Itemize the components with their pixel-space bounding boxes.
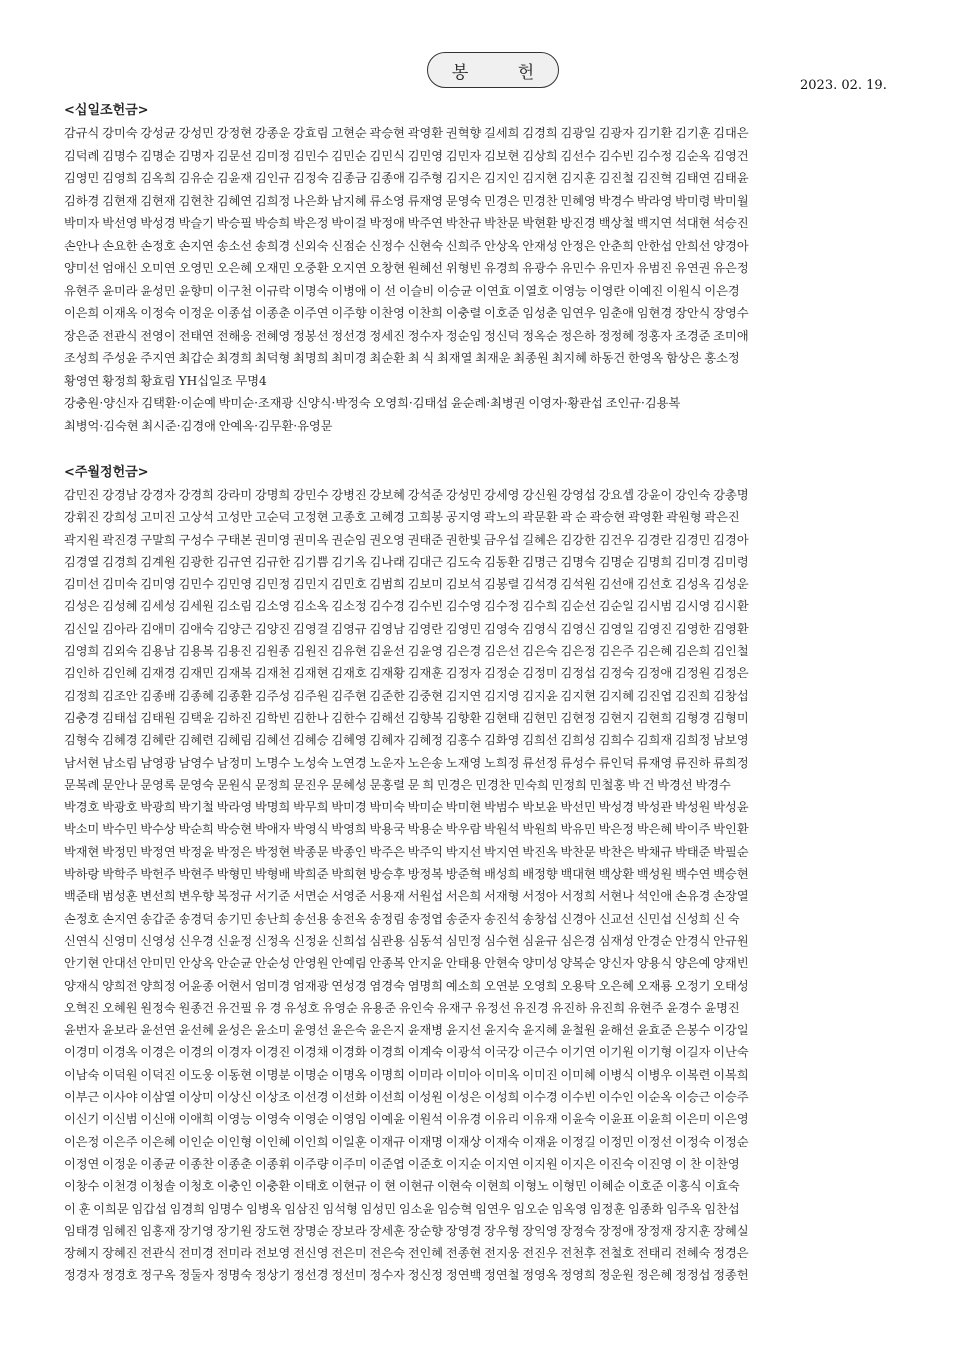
name-row: 신연식 신영미 신영성 신우경 신윤정 신정옥 신정윤 신희섭 심관용 심동석 심민정 심수현 심윤규 심은경 심재성 안경순 안경식 안규원: [64, 933, 749, 948]
name-row: 김신일 김아라 김애미 김애숙 김양근 김양진 김영걸 김영규 김영남 김영란 김영민 김영숙 김영식 김영신 김영일 김영진 김영한 김영환: [64, 621, 749, 636]
name-row: 오혁진 오혜원 원정숙 원종건 유건필 유 경 유성호 유영순 유용준 유인숙 유재구 유정선 유진경 유진하 유진희 유현주 윤경수 윤명진: [64, 1000, 740, 1015]
name-row: 손정호 손지연 송갑준 송경덕 송기민 송난희 송선용 송전옥 송정림 송정엽 송준자 송진석 송창섭 신경아 신교선 신민섭 신성희 신 숙: [64, 911, 740, 926]
name-row: 조성희 주성윤 주지연 최갑순 최경희 최덕형 최명희 최미경 최순환 최 식 최재열 최재운 최종원 최지혜 하동건 한영옥 함상은 홍소정: [64, 351, 740, 365]
name-row: 이신기 이신범 이신애 이애희 이영능 이영숙 이영순 이영임 이예윤 이원석 이유경 이유리 이유재 이윤숙 이윤표 이윤희 이은미 이은영: [64, 1112, 749, 1127]
name-row: 김하경 김현재 김현재 김현찬 김혜연 김희정 나은화 남지혜 류소영 류재영 문영숙 민경은 민경찬 민혜영 박경수 박라영 박미령 박미월: [64, 193, 749, 208]
name-row: 장혜지 장혜진 전관식 전미경 전미라 전보영 전신영 전은미 전은숙 전인혜 전종현 전지웅 전진우 전천후 전철호 전태리 전혜숙 정경은: [64, 1246, 749, 1261]
name-row: 유현주 윤미라 윤성민 윤향미 이구천 이규락 이명숙 이병애 이 선 이슬비 이승균 이연효 이열호 이영능 이영란 이예진 이원식 이은경: [64, 283, 740, 298]
name-row: 이부근 이사야 이삼열 이상미 이상신 이상조 이선경 이선화 이선희 이성원 이성은 이성희 이수경 이수빈 이수인 이순옥 이승근 이승주: [64, 1090, 749, 1105]
page-title: 봉 헌: [427, 52, 559, 88]
name-row: 김성은 김성혜 김세성 김세원 김소림 김소영 김소옥 김소정 김수경 김수빈 김수영 김수정 김수희 김순선 김순일 김시범 김시영 김시환: [64, 599, 749, 614]
name-row: 감민진 강경남 강경자 강경희 강라미 강명희 강민수 강병진 강보혜 강석준 강성민 강세영 강신원 강영섭 강요셉 강윤이 강인숙 강총명: [64, 488, 749, 502]
date-label: 2023. 02. 19.: [800, 78, 887, 93]
name-row: 양미선 엄애신 오미연 오영민 오은혜 오재민 오중환 오지연 오창현 원혜선 위형빈 유경희 유광수 유민수 유민자 유범진 유연권 유은정: [64, 261, 749, 275]
name-row: 손안나 손요한 손정호 손지연 송소선 송희경 신외숙 신점순 신정수 신현숙 신희주 안상옥 안재성 안정은 안춘희 안한섭 안희선 양경아: [64, 238, 749, 253]
name-row: 박미자 박선영 박성경 박슬기 박승필 박승희 박은정 박이걸 박정애 박주연 박찬규 박찬문 박현환 방진경 백상철 백지연 석대현 석승진: [64, 216, 749, 230]
name-row: 김정희 김조안 김종배 김종혜 김종환 김주성 김주원 김주현 김준한 김중현 김지연 김지영 김지윤 김지현 김지혜 김진엽 김진희 김창섭: [64, 688, 749, 703]
name-row: 박경호 박광호 박광희 박기철 박라영 박명희 박무희 박미경 박미숙 박미순 박미현 박범수 박보윤 박선민 박성경 박성관 박성원 박성윤: [64, 800, 749, 815]
name-row: 문복례 문안나 문영록 문영숙 문원식 문정희 문진우 문혜성 문홍렬 문 희 민경은 민경찬 민숙희 민정희 민철홍 박 건 박경선 박경수: [64, 777, 731, 792]
name-row: 박하랑 박학주 박헌주 박현주 박형민 박형배 박희준 박희현 방승후 방정복 방준혁 배성희 배정향 백대현 백상환 백성원 백수연 백승현: [64, 867, 749, 882]
name-row: 김미선 김미숙 김미영 김민수 김민영 김민정 김민지 김민호 김범희 김보미 김보석 김봉렬 김석경 김석원 김선애 김선호 김성옥 김성운: [64, 577, 749, 592]
name-row: 김충경 김태섭 김태원 김택윤 김하진 김학빈 김한나 김한수 김해선 김향복 김향환 김현태 김현민 김현정 김현지 김현희 김형경 김형미: [64, 710, 749, 725]
weekly-offering-section: [64, 464, 909, 1287]
name-row: 박재현 박정민 박정연 박정윤 박정은 박정현 박종문 박종인 박주은 박주익 박지선 박지연 박진옥 박찬문 박찬은 박채규 박태준 박필순: [64, 844, 749, 859]
name-row: 이은정 이은주 이은혜 이인순 이인형 이인혜 이인희 이일훈 이재규 이재명 이재상 이재숙 이재윤 이정길 이정민 이정선 이정숙 이정순: [64, 1134, 749, 1149]
name-row: 김형숙 김혜경 김혜란 김혜련 김혜림 김혜선 김혜승 김혜영 김혜자 김혜정 김홍수 김화영 김희선 김희성 김희수 김희재 김희정 남보영: [64, 733, 749, 748]
name-row: 백준태 범성훈 변선희 변우향 복정규 서기준 서면순 서영준 서용재 서원섭 서은희 서재형 서정아 서정희 서현나 석인애 손유경 손장열: [64, 889, 749, 904]
name-row: 윤번자 윤보라 윤선연 윤선혜 윤성은 윤소미 윤영선 윤은숙 윤은지 윤재병 윤지선 윤지숙 윤지혜 윤철원 윤해선 윤효준 은봉수 이강일: [64, 1023, 749, 1038]
name-row: 김영희 김외숙 김용남 김용복 김용진 김원종 김원진 김유현 김윤선 김윤영 김은경 김은선 김은숙 김은정 김은주 김은혜 김은희 김인철: [64, 644, 749, 659]
tithe-section: [64, 102, 909, 437]
name-row: 이창수 이천경 이청솔 이청호 이충인 이충환 이태호 이현규 이 현 이현규 이현숙 이현희 이형노 이형민 이혜순 이호준 이홍식 이효숙: [64, 1179, 740, 1194]
name-row: 안기현 안대선 안미민 안상옥 안순균 안순성 안영원 안예림 안종복 안지윤 안태용 안현숙 양미성 양복순 양신자 양용식 양은예 양재빈: [64, 956, 749, 971]
name-row: 곽지원 곽진경 구말희 구성수 구태본 권미영 권미옥 권순임 권오영 권태준 권한빛 금우섭 길혜은 김강한 김건우 김경란 김경민 김경아: [64, 532, 749, 547]
name-row: 김경열 김경희 김계원 김광한 김규연 김규한 김기쁨 김기옥 김나래 김대근 김도숙 김동환 김명근 김명숙 김명순 김명희 김미경 김미령: [64, 554, 749, 569]
name-row: 감규식 강미숙 강성균 강성민 강정현 강종운 강효림 고현순 곽승현 곽영환 권혁향 길세희 김경희 김광일 김광자 김기환 김기훈 김대은: [64, 126, 749, 140]
name-row: 정경자 정경호 정구옥 정둘자 정명숙 정상기 정선경 정선미 정수자 정신정 정연백 정연철 정영옥 정영희 정운원 정은혜 정정섭 정종헌: [64, 1268, 749, 1283]
name-row: 이남숙 이덕원 이덕진 이도웅 이동현 이명분 이명순 이명옥 이명희 이미라 이미아 이미옥 이미진 이미혜 이병식 이병우 이복련 이복희: [64, 1067, 749, 1082]
tithe-name-list: [64, 122, 909, 437]
name-row: 강휘진 강희성 고미진 고상석 고성만 고순덕 고정현 고종호 고혜경 고희봉 공지영 곽노의 곽문환 곽 순 곽승현 곽영환 곽원형 곽은진: [64, 510, 740, 525]
name-row: 남서현 남소림 남영광 남영수 남정미 노명수 노성숙 노연경 노운자 노은송 노재영 노희정 류선정 류성수 류인덕 류재영 류진하 류희정: [64, 755, 749, 770]
name-row: 장은준 전관식 전영이 전태연 전해응 전혜영 정봉선 정선경 정세진 정수자 정순임 정신덕 정옥순 정은하 정정혜 정홍자 조경준 조미애: [64, 328, 749, 343]
weekly-offering-name-list: [64, 484, 909, 1287]
name-row: 김영민 김영희 김옥희 김유순 김윤재 김인규 김정숙 김종금 김종애 김주형 김지은 김지인 김지현 김지훈 김진철 김진혁 김태연 김태윤: [64, 171, 749, 185]
name-row: 김덕례 김명수 김명순 김명자 김문선 김미정 김민수 김민순 김민식 김민영 김민자 김보현 김상희 김선수 김수빈 김수정 김순옥 김영건: [64, 148, 749, 163]
tithe-heading: <십일조헌금>: [64, 103, 149, 118]
name-row: 이정연 이정운 이종균 이종찬 이종춘 이종휘 이주량 이주미 이준엽 이준호 이지순 이지연 이지원 이지은 이진숙 이진영 이 찬 이찬영: [64, 1156, 740, 1171]
name-row: 박소미 박수민 박수상 박순희 박승현 박애자 박영식 박영희 박용국 박용순 박우람 박원석 박원희 박유민 박은정 박은혜 박이주 박인환: [64, 822, 749, 837]
name-row: 강충원·양신자 김택환·이순예 박미순·조재광 신양식·박정숙 오영희·김태섭 윤순례·최병권 이영자·황관섭 조인규·김용복: [64, 396, 681, 410]
name-row: 최병억·김숙현 최시준·김경애 안예옥·김무환·유영문: [64, 418, 333, 433]
name-row: 양재식 양희전 양희정 어윤종 어현서 엄미경 엄재광 연성경 염경숙 염명희 예소희 오연분 오영희 오용탁 오은혜 오재룡 오정기 오태성: [64, 978, 749, 993]
name-row: 이은희 이재옥 이정숙 이정운 이종섭 이종춘 이주연 이주향 이찬영 이찬희 이충렬 이호준 임성춘 임연우 임춘애 임현경 장안식 장영수: [64, 306, 749, 320]
name-row: 김인하 김인혜 김재경 김재민 김재복 김재천 김재현 김재호 김재황 김재훈 김정자 김정순 김정미 김정섭 김정숙 김정애 김정원 김정은: [64, 666, 749, 681]
name-row: 이 훈 이희문 임갑섭 임경희 임명수 임병옥 임삼진 임석형 임성민 임소윤 임승혁 임연우 임오순 임옥영 임정훈 임종화 임주옥 임찬섭: [64, 1201, 740, 1216]
weekly-offering-heading: <주월정헌금>: [64, 465, 149, 480]
name-row: 임태경 임혜진 임홍재 장기영 장기원 장도현 장명순 장보라 장세훈 장순향 장영경 장우형 장익영 장정숙 장정애 장정재 장지훈 장혜실: [64, 1223, 749, 1238]
name-row: 황영연 황정희 황효림 YH십일조 무명4: [64, 373, 267, 388]
name-row: 이경미 이경옥 이경은 이경의 이경자 이경진 이경채 이경화 이경희 이계숙 이광석 이국강 이근수 이기연 이기원 이기형 이길자 이난숙: [64, 1045, 749, 1060]
